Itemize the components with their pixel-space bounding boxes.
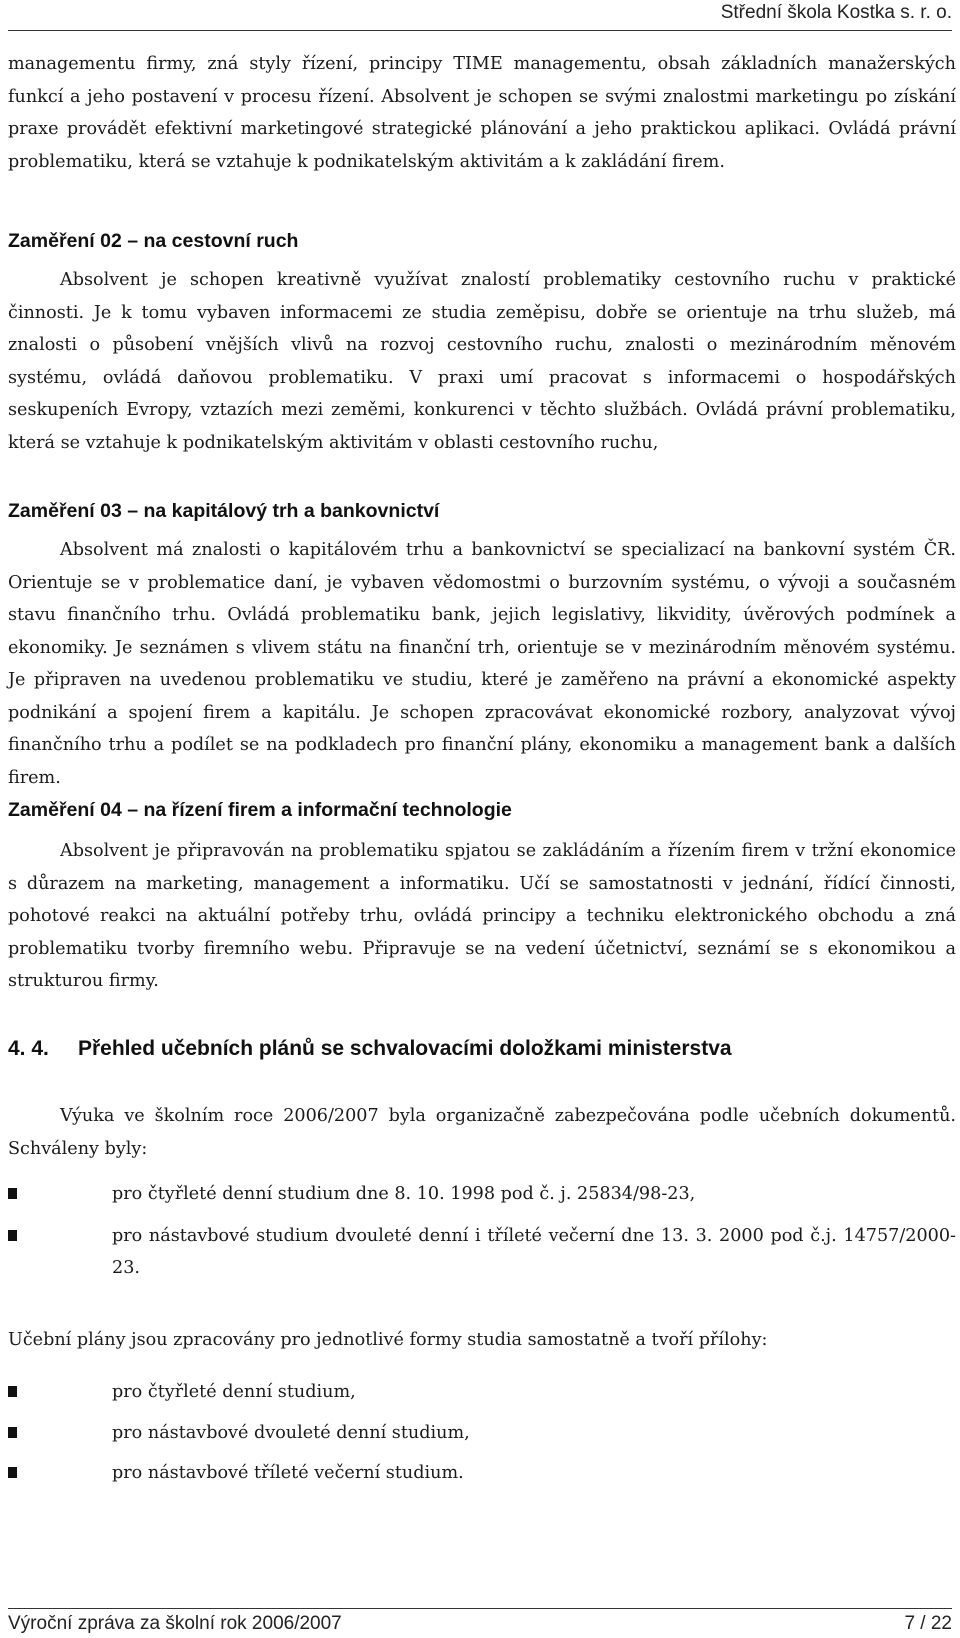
list-item: [8, 1457, 956, 1490]
list-item: [8, 1376, 956, 1409]
section-heading-02: Zaměření 02 – na cestovní ruch: [8, 230, 299, 252]
section-heading-04: Zaměření 04 – na řízení firem a informační technologie: [8, 799, 512, 821]
page-header: Střední škola Kostka s. r. o.: [720, 2, 952, 23]
list-item-text: pro nástavbové studium dvouleté denní i tříleté večerní dne 13. 3. 2000 pod č.j. 14757/2000-23.: [112, 1225, 956, 1278]
bullet-icon: [8, 1427, 17, 1438]
chapter-number: 4. 4.: [8, 1037, 49, 1060]
header-divider: [8, 30, 952, 31]
list-item: [8, 1220, 956, 1285]
section-03-text: Absolvent má znalosti o kapitálovém trhu a bankovnictví se specializací na bankovní systém ČR. Orientuje se v problematice daní, je vybaven vědomostmi o burzovním systému, o vývoji a současném stavu finančního trhu. Ovládá problematiku bank, jejich legislativy, likvidity, úvěrových podmínek a ekonomiky. Je seznámen s vlivem státu na finanční trh, orientuje se v mezinárodním měnovém systému. Je připraven na uvedenou problematiku ve studiu, které je zaměřeno na právní a ekonomické aspekty podnikání a spojení firem a kapitálu. Je schopen zpracovávat ekonomické rozbory, analyzovat vývoj finančního trhu a podílet se na podkladech pro finanční plány, ekonomiku a management bank a dalších firem.: [8, 540, 956, 788]
footer-title: Výroční zpráva za školní rok 2006/2007: [8, 1613, 342, 1634]
approved-list: [8, 1178, 956, 1285]
chapter-heading: [8, 1037, 732, 1061]
bullet-icon: [8, 1188, 17, 1199]
chapter-intro-paragraph: [8, 1100, 956, 1165]
bullet-icon: [8, 1386, 17, 1397]
list-item-text: pro nástavbové dvouleté denní studium,: [112, 1422, 470, 1443]
footer-divider: [8, 1608, 952, 1609]
list-item: [8, 1178, 956, 1211]
plans-intro-paragraph: [8, 1324, 956, 1357]
chapter-title: Přehled učebních plánů se schvalovacími doložkami ministerstva: [78, 1037, 732, 1060]
page-number: 7 / 22: [904, 1613, 952, 1634]
section-03-body: [8, 534, 956, 794]
section-04-body: [8, 835, 956, 998]
intro-paragraph: [8, 48, 956, 178]
list-item-text: pro čtyřleté denní studium,: [112, 1382, 356, 1402]
list-item-text: pro nástavbové tříleté večerní studium.: [112, 1463, 464, 1483]
list-item: [8, 1417, 956, 1450]
chapter-intro-text: Výuka ve školním roce 2006/2007 byla organizačně zabezpečována podle učebních dokumentů. Schváleny byly:: [8, 1106, 956, 1159]
list-item-text: pro čtyřleté denní studium dne 8. 10. 1998 pod č. j. 25834/98-23,: [112, 1184, 696, 1204]
plans-intro-text: Učební plány jsou zpracovány pro jednotlivé formy studia samostatně a tvoří přílohy:: [8, 1330, 768, 1350]
plans-list: [8, 1376, 956, 1490]
section-04-text: Absolvent je připravován na problematiku spjatou se zakládáním a řízením firem v tržní ekonomice s důrazem na marketing, management a informatiku. Učí se samostatnosti v jednání, řídící činnosti, pohotové reakci na aktuální potřeby trhu, ovládá principy a techniku elektronického obchodu a zná problematiku tvorby firemního webu. Připravuje se na vedení účetnictví, seznámí se s ekonomikou a strukturou firmy.: [8, 841, 956, 991]
section-02-body: [8, 264, 956, 459]
section-02-text: Absolvent je schopen kreativně využívat znalostí problematiky cestovního ruchu v praktické činnosti. Je k tomu vybaven informacemi ze studia zeměpisu, dobře se orientuje na trhu služeb, má znalosti o působení vnějších vlivů na rozvoj cestovního ruchu, znalosti o mezinárodním měnovém systému, ovládá daňovou problematiku. V praxi umí pracovat s informacemi o hospodářských seskupeních Evropy, vztazích mezi zeměmi, konkurenci v těchto službách. Ovládá právní problematiku, která se vztahuje k podnikatelským aktivitám v oblasti cestovního ruchu,: [8, 270, 956, 453]
bullet-icon: [8, 1230, 17, 1241]
intro-text: managementu firmy, zná styly řízení, principy TIME managementu, obsah základních manažerských funkcí a jeho postavení v procesu řízení. Absolvent je schopen se svými znalostmi marketingu po získání praxe provádět efektivní marketingové strategické plánování a jeho praktickou aplikaci. Ovládá právní problematiku, která se vztahuje k podnikatelským aktivitám a k zakládání firem.: [8, 54, 956, 172]
section-heading-03: Zaměření 03 – na kapitálový trh a bankovnictví: [8, 500, 440, 522]
bullet-icon: [8, 1467, 17, 1478]
